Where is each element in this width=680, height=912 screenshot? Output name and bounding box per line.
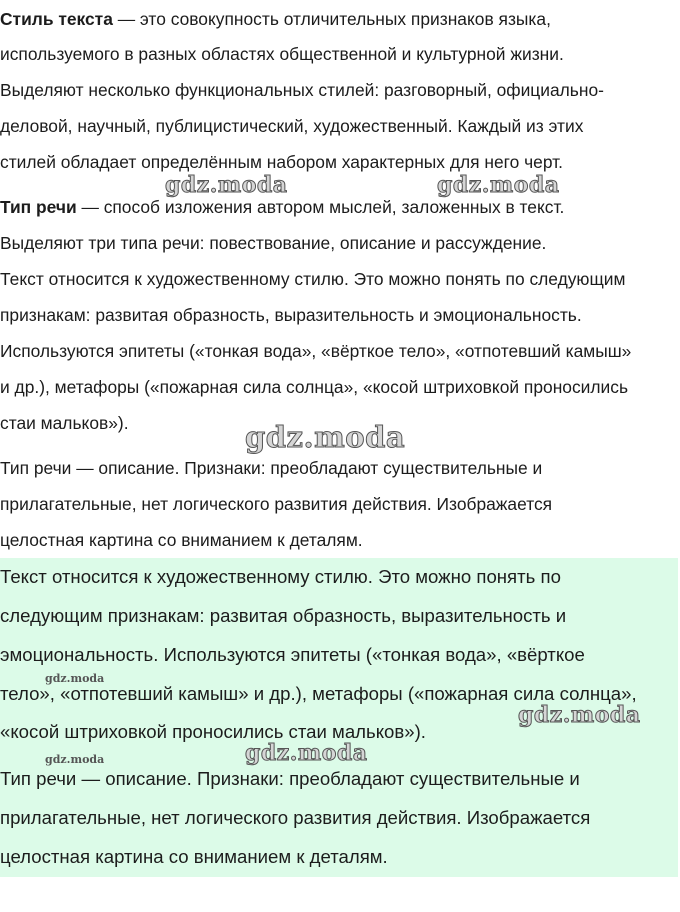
text-line: Используются эпитеты («тонкая вода», «вёрткое тело», «отпотевший камыш» [0,341,632,361]
text-line: признакам: развитая образность, выразительность и эмоциональность. [0,305,582,325]
watermark: gdz.moda [245,740,368,766]
text-line: Текст относится к художественному стилю. Это можно понять по [0,566,561,587]
text-line: стилей обладает определённым набором характерных для него черт. [0,152,564,172]
text-line: Тип речи — описание. Признаки: преобладают существительные и [0,768,580,789]
text-line: целостная картина со вниманием к деталям. [0,530,363,550]
text-line: Тип речи — описание. Признаки: преобладают существительные и [0,458,543,478]
text-line: и др.), метафоры («пожарная сила солнца», «косой штриховкой проносились [0,377,628,397]
text-line: Тип речи — способ изложения автором мыслей, заложенных в текст. [0,197,565,217]
text-line: используемого в разных областях общественной и культурной жизни. [0,44,564,64]
text-line: тело», «отпотевший камыш» и др.), метафоры («пожарная сила солнца», [0,683,637,704]
watermark: gdz.moda [245,420,406,454]
text-line: Выделяют три типа речи: повествование, описание и рассуждение. [0,233,547,253]
text-line: Выделяют несколько функциональных стилей: разговорный, официально- [0,80,604,100]
watermark: gdz.moda [437,172,560,198]
watermark: gdz.moda [165,172,288,198]
text-line: следующим признакам: развитая образность, выразительность и [0,605,567,626]
text-line: Стиль текста — это совокупность отличительных признаков языка, [0,9,551,29]
text-line: Текст относится к художественному стилю. Это можно понять по следующим [0,269,626,289]
watermark: gdz.moda [518,702,641,728]
text-line: «косой штриховкой проносились стаи мальков»). [0,721,426,742]
text-line: стаи мальков»). [0,413,129,433]
watermark: gdz.moda [45,753,105,766]
text-line: деловой, научный, публицистический, художественный. Каждый из этих [0,116,584,136]
text-line: целостная картина со вниманием к деталям. [0,846,388,867]
watermark: gdz.moda [45,672,105,685]
text-line: прилагательные, нет логического развития действия. Изображается [0,494,553,514]
text-line: прилагательные, нет логического развития действия. Изображается [0,807,591,828]
text-line: эмоциональность. Используются эпитеты («тонкая вода», «вёрткое [0,644,585,665]
